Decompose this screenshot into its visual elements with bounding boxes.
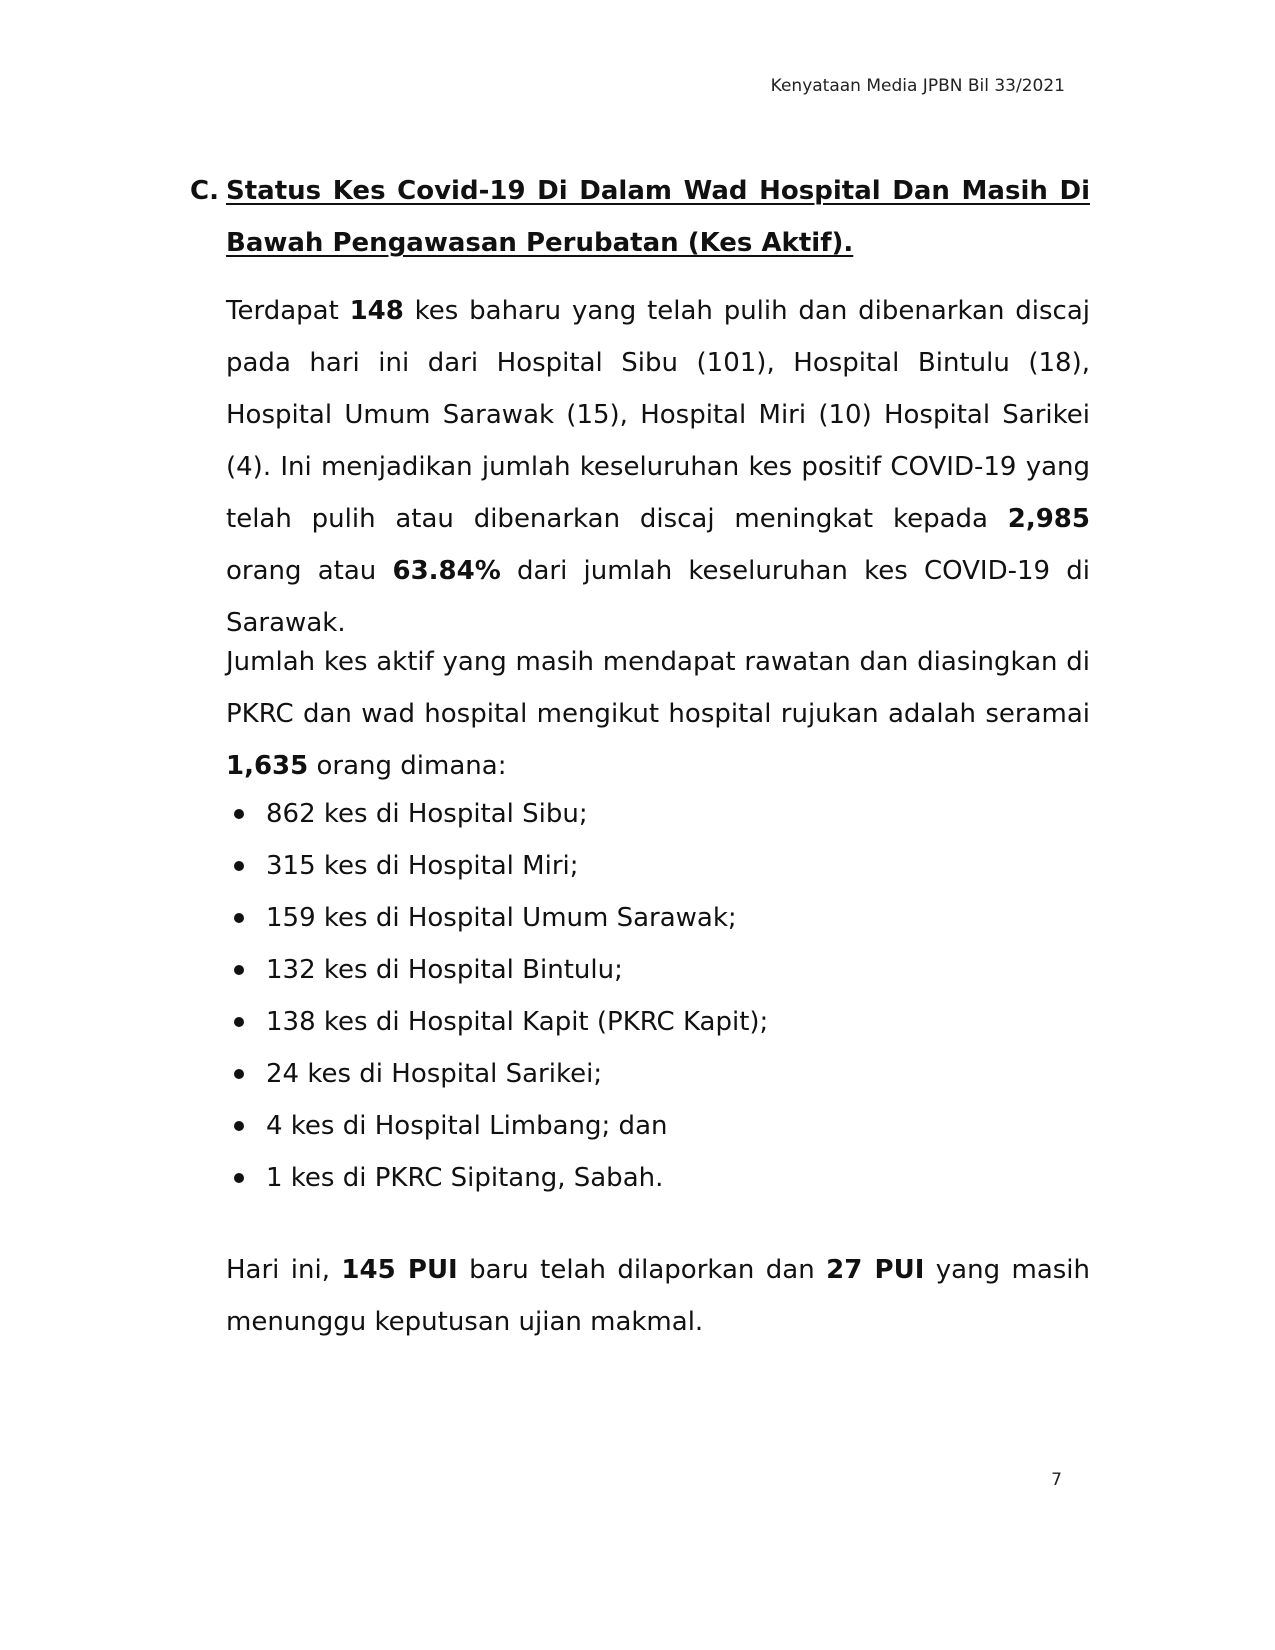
list-item bbox=[226, 1048, 1090, 1100]
section-heading bbox=[190, 165, 1090, 269]
page-number: 7 bbox=[1051, 1470, 1062, 1490]
total-recovered-count: 2,985 bbox=[1007, 504, 1090, 534]
section-title: Status Kes Covid-19 Di Dalam Wad Hospital Dan Masih Di Bawah Pengawasan Perubatan (Kes Aktif). bbox=[226, 176, 1090, 258]
active-cases-paragraph bbox=[226, 636, 1090, 792]
list-item-text: 4 kes di Hospital Limbang; dan bbox=[266, 1111, 668, 1141]
bullet-icon bbox=[234, 1173, 244, 1183]
list-item bbox=[226, 944, 1090, 996]
list-item bbox=[226, 788, 1090, 840]
list-item bbox=[226, 1100, 1090, 1152]
bullet-icon bbox=[234, 809, 244, 819]
bullet-icon bbox=[234, 1017, 244, 1027]
bullet-icon bbox=[234, 1121, 244, 1131]
list-item bbox=[226, 892, 1090, 944]
bullet-icon bbox=[234, 965, 244, 975]
new-recovered-count: 148 bbox=[349, 296, 404, 326]
text-span: baru telah dilaporkan dan bbox=[457, 1255, 827, 1285]
list-item bbox=[226, 1152, 1090, 1204]
text-span: yang masih menunggu keputusan ujian makmal. bbox=[226, 1255, 1091, 1337]
text-span: Terdapat bbox=[226, 296, 350, 326]
list-item-text: 24 kes di Hospital Sarikei; bbox=[266, 1059, 603, 1089]
list-item-text: 1 kes di PKRC Sipitang, Sabah. bbox=[266, 1163, 664, 1193]
text-span: orang atau bbox=[226, 556, 393, 586]
recovered-cases-paragraph bbox=[226, 285, 1090, 649]
active-cases-count: 1,635 bbox=[226, 751, 309, 781]
pui-paragraph bbox=[226, 1244, 1090, 1348]
recovery-percentage: 63.84% bbox=[392, 556, 501, 586]
list-item-text: 159 kes di Hospital Umum Sarawak; bbox=[266, 903, 737, 933]
list-item bbox=[226, 840, 1090, 892]
bullet-icon bbox=[234, 1069, 244, 1079]
section-letter: C. bbox=[190, 176, 219, 206]
hospital-case-list bbox=[226, 788, 1090, 1204]
bullet-icon bbox=[234, 861, 244, 871]
list-item-text: 315 kes di Hospital Miri; bbox=[266, 851, 579, 881]
document-reference: Kenyataan Media JPBN Bil 33/2021 bbox=[770, 76, 1065, 96]
list-item-text: 138 kes di Hospital Kapit (PKRC Kapit); bbox=[266, 1007, 769, 1037]
text-span: orang dimana: bbox=[308, 751, 507, 781]
new-pui-count: 145 PUI bbox=[341, 1255, 458, 1285]
pending-pui-count: 27 PUI bbox=[826, 1255, 925, 1285]
text-span: dari jumlah keseluruhan kes COVID-19 di Sarawak. bbox=[226, 556, 1090, 638]
list-item-text: 862 kes di Hospital Sibu; bbox=[266, 799, 588, 829]
text-span: Jumlah kes aktif yang masih mendapat rawatan dan diasingkan di PKRC dan wad hospital mengikut hospital rujukan adalah seramai bbox=[226, 647, 1090, 729]
list-item bbox=[226, 996, 1090, 1048]
bullet-icon bbox=[234, 913, 244, 923]
text-span: kes baharu yang telah pulih dan dibenarkan discaj pada hari ini dari Hospital Sibu (101), Hospital Bintulu (18), Hospital Umum Sarawak (15), Hospital Miri (10) Hospital Sarikei (4). Ini menjadikan jumlah keseluruhan kes positif COVID-19 yang telah pulih atau dibenarkan discaj meningkat kepada bbox=[226, 296, 1090, 534]
text-span: Hari ini, bbox=[226, 1255, 342, 1285]
list-item-text: 132 kes di Hospital Bintulu; bbox=[266, 955, 623, 985]
